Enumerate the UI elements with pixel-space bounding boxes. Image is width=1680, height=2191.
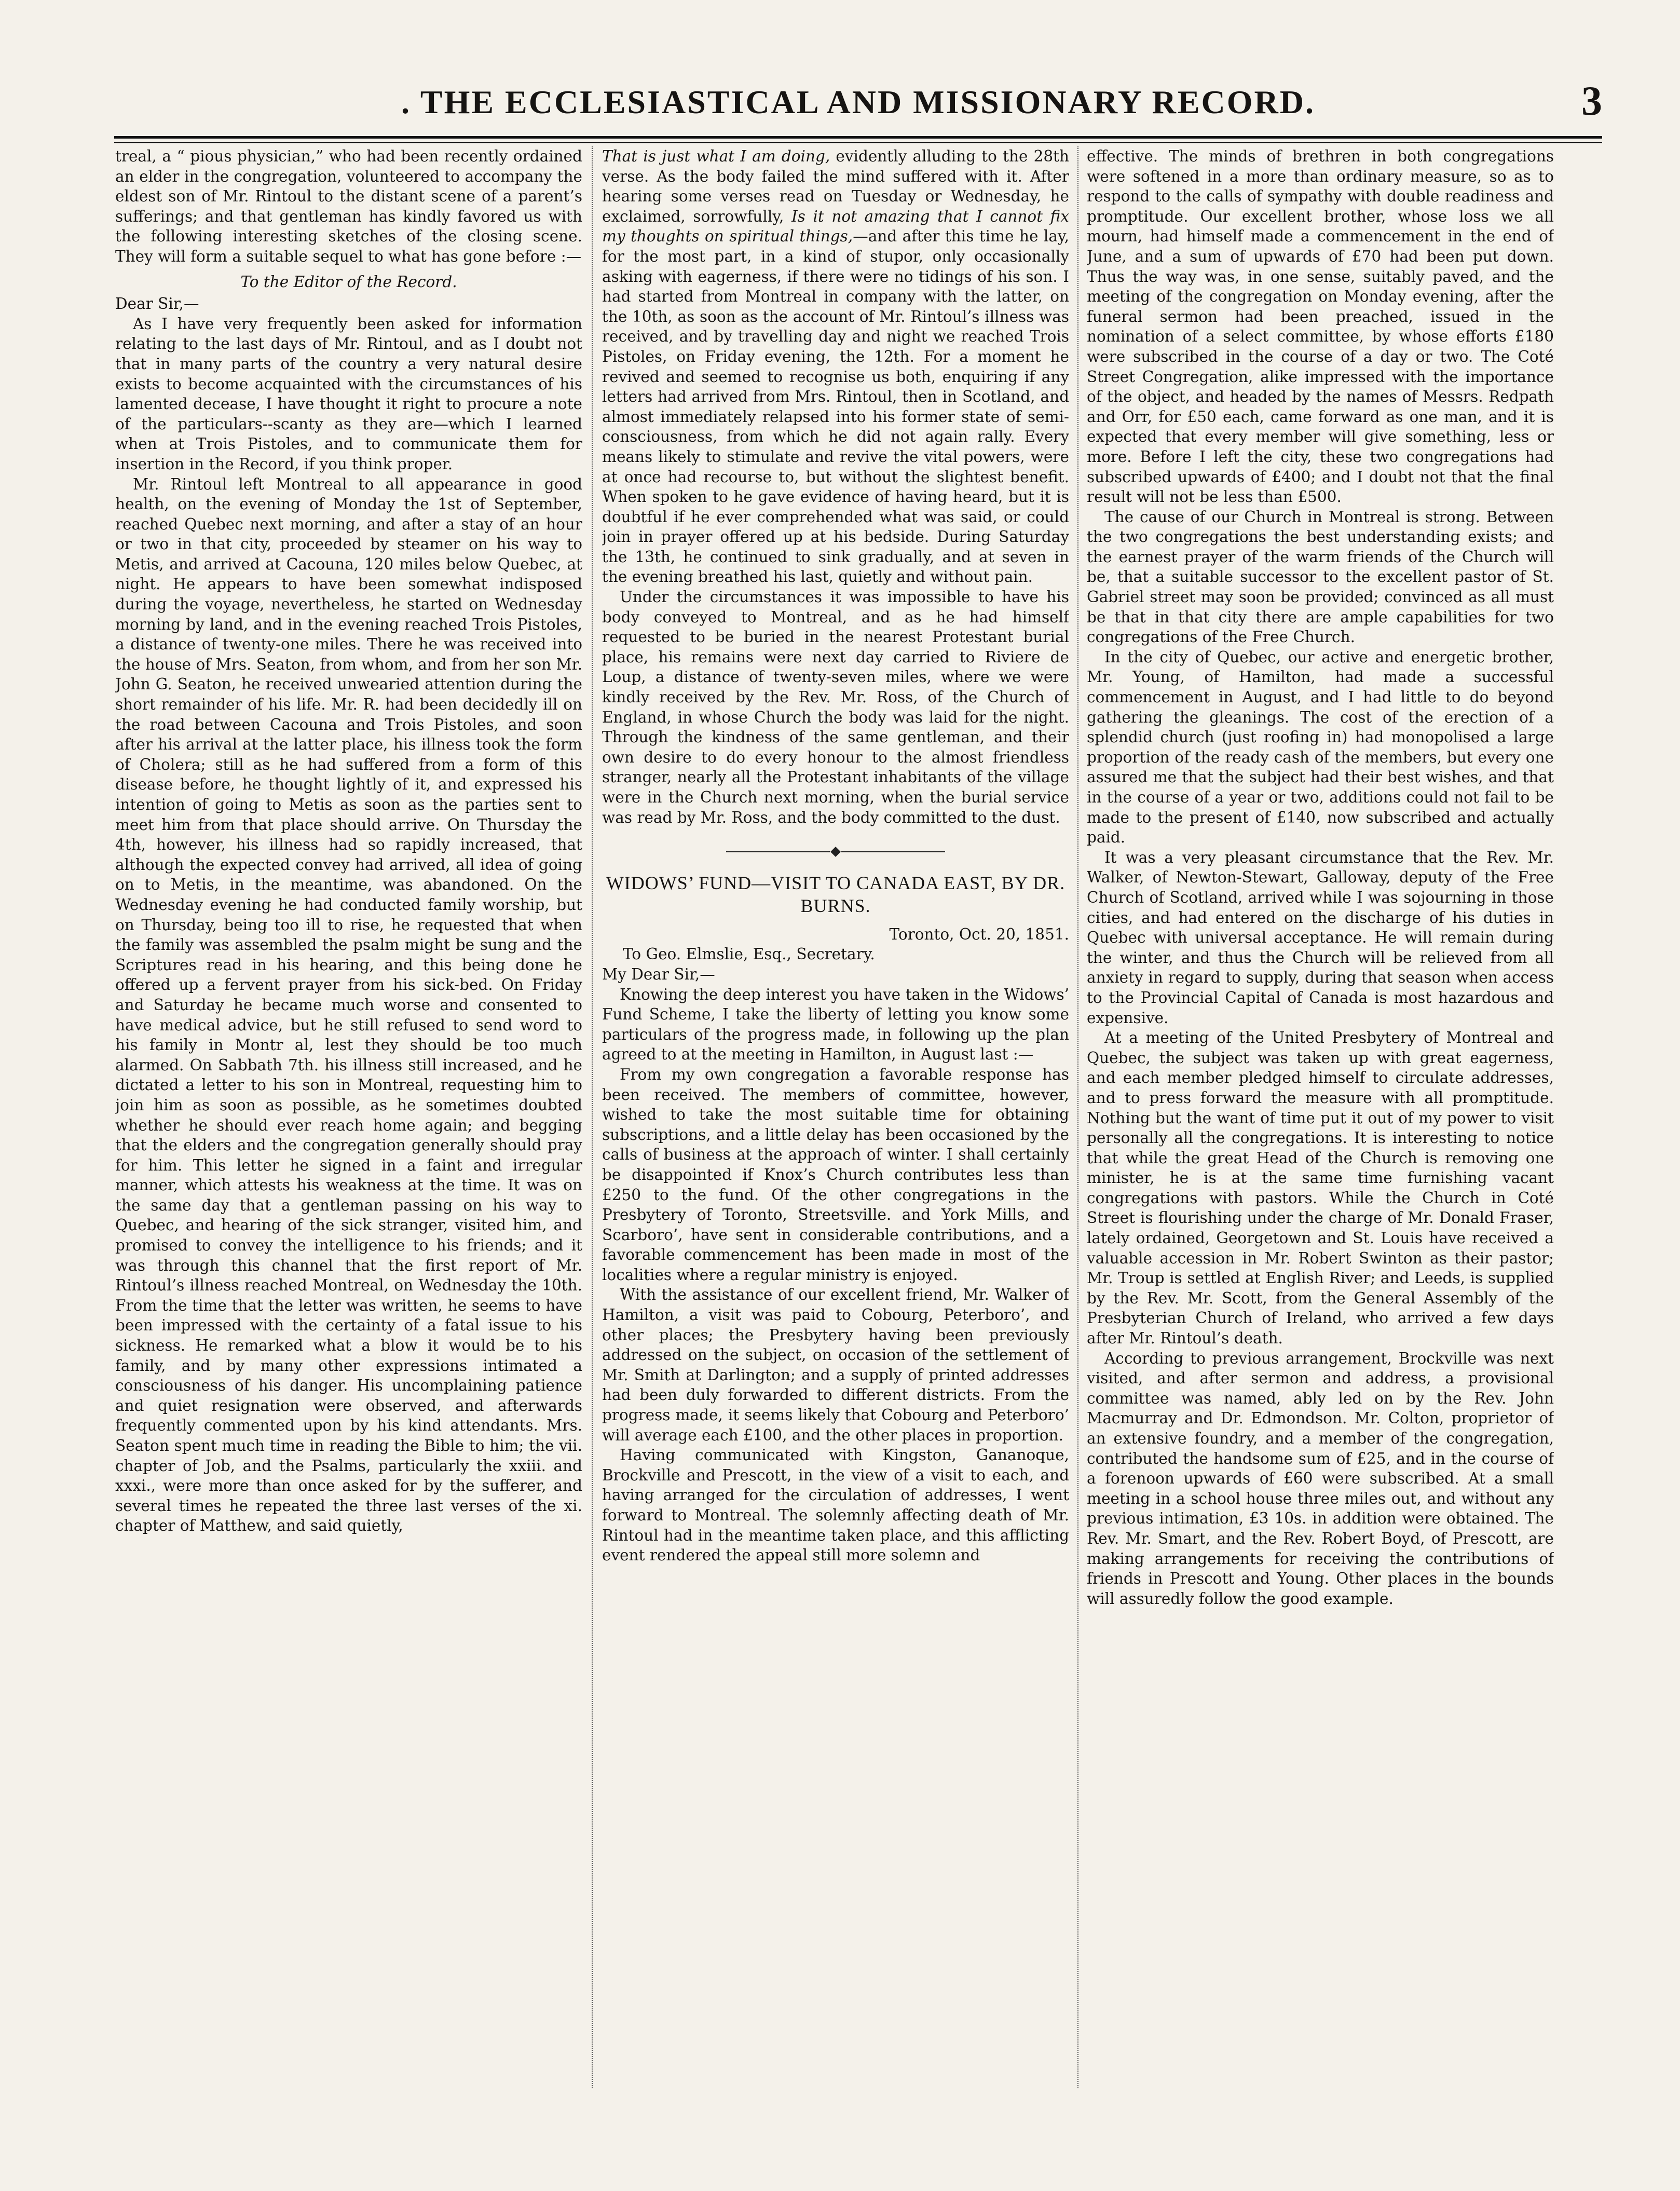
italic-quote: Is it not amazing that I cannot fix my thoughts on spiritual things, bbox=[602, 207, 1069, 246]
salutation: My Dear Sir,— bbox=[602, 965, 715, 983]
paragraph: Mr. Rintoul left Montreal to all appearance in good health, on the evening of Monday the 1st of September, reached Quebec next morning, and after a stay of an hour or two in that city, proceeded by steamer on his way to Metis, and arrived at Cacouna, 120 miles below Quebec, at night. He appears to have been somewhat indisposed during the voyage, nevertheless, he started on Wednesday morning by land, and in the evening reached Trois Pistoles, a distance of twenty-one miles. There he was received into the house of Mrs. Seaton, from whom, and from her son Mr. John G. Seaton, he received unwearied attention during the short remainder of his life. Mr. R. had been decidedly ill on the road between Cacouna and Trois Pistoles, and soon after his arrival at the latter place, his illness took the form of Cholera; still as he had suffered from a form of this disease before, he thought lightly of it, and expressed his intention of going to Metis as soon as the parties sent to meet him from that place should arrive. On Thursday the 4th, however, his illness had so rapidly increased, that although the expected convey had arrived, all idea of going on to Metis, in the meantime, was abandoned. On the Wednesday evening he had conducted family worship, but on Thursday, being too ill to rise, he requested that when the family was assembled the psalm might be sung and the Scriptures read in his hearing, and this being done he offered up a fervent prayer from his sick-bed. On Friday and Saturday he became much worse and consented to have medical advice, but he still refused to send word to his family in Montr al, lest they should be too much alarmed. On Sabbath 7th. his illness still increased, and he dictated a letter to his son in Montreal, requesting him to join him as soon as possible, as he sometimes doubted whether he should ever reach home again; and begging that the elders and the congregation generally should pray for him. This letter he signed in a faint and irregular manner, which attests his weakness at the time. It was on the same day that a gentleman passing on his way to Quebec, and hearing of the sick stranger, visited him, and promised to convey the intelligence to his friends; and it was through this channel that the first report of Mr. Rintoul’s illness reached Montreal, on Wednesday the 10th. From the time that the letter was written, he seems to have been impressed with the certainty of a fatal issue to his sickness. He remarked what a blow it would be to his family, and by many other expressions intimated a consciousness of his danger. His uncomplaining patience and quiet resignation were observed, and afterwards frequently commented upon by his kind attendants. Mrs. Seaton spent much time in reading the Bible to him; the vii. chapter of Job, and the Psalms, particularly the xxiii. and xxxi., were more than once asked for by the sufferer, and several times he repeated the three last verses of the xi. chapter of Matthew, and said quietly, bbox=[115, 475, 582, 1535]
column-divider-2 bbox=[1077, 146, 1078, 2088]
address-line: To Geo. Elmslie, Esq., Secretary. bbox=[623, 945, 875, 963]
section-divider bbox=[602, 841, 1069, 861]
text-run: —and after this time he lay, for the most part, in a kind of stupor, only occasionally asking with eagerness, if there were no tidings of his son. I had started from Montreal in company with the latter, on the 10th, as soon as the account of Mr. Rintoul’s illness was received, and by travelling day and night we reached Trois Pistoles, on Friday evening, the 12th. For a moment he revived and seemed to recognise us both, enquiring if any letters had arrived from Mrs. Rintoul, then in Scotland, and almost immediately relapsed into his former state of semi-consciousness, from which he did not again rally. Every means likely to stimulate and revive the vital powers, were at once had recourse to, but without the slightest benefit. When spoken to he gave evidence of having heard, but it is doubtful if he ever comprehended what was said, or could join in prayer offered up at his bedside. During Saturday the 13th, he continued to sink gradually, and at seven in the evening breathed his last, quietly and without pain. bbox=[602, 227, 1069, 586]
dateline: Toronto, Oct. 20, 1851. bbox=[889, 925, 1069, 943]
header-rule-thick bbox=[114, 136, 1602, 139]
paragraph: According to previous arrangement, Brockville was next visited, and after sermon and address, a provisional committee was named, ably led on by the Rev. John Macmurray and Dr. Edmondson. Mr. Colton, proprietor of an extensive foundry, and a member of the congregation, contributed the handsome sum of £25, and in the course of a forenoon upwards of £60 were subscribed. At a small meeting in a school house three miles out, and without any previous intimation, £3 10s. in addition were obtained. The Rev. Mr. Smart, and the Rev. Robert Boyd, of Prescott, are making arrangements for receiving the contributions of friends in Prescott and Young. Other places in the bounds will assuredly follow the good example. bbox=[1087, 1349, 1554, 1608]
column-3 bbox=[1087, 146, 1554, 2088]
paragraph: Having communicated with Kingston, Gananoque, Brockville and Prescott, in the view of a visit to each, and having arranged for the circulation of addresses, I went forward to Montreal. The solemnly affecting death of Mr. Rintoul had in the meantime taken place, and this afflicting event rendered the appeal still more solemn and bbox=[602, 1446, 1069, 1564]
paragraph: As I have very frequently been asked for information relating to the last days of Mr. Rintoul, and as I doubt not that in many parts of the country a very natural desire exists to become acquainted with the circumstances of his lamented decease, I have thought it right to procure a note of the particulars--scanty as they are—which I learned when at Trois Pistoles, and to communicate them for insertion in the Record, if you think proper. bbox=[115, 315, 582, 473]
column-2 bbox=[602, 146, 1069, 2088]
paragraph: Under the circumstances it was impossible to have his body conveyed to Montreal, and as he had himself requested to be buried in the nearest Protestant burial place, his remains were next day carried to Riviere de Loup, a distance of twenty-seven miles, where we were kindly received by the Rev. Mr. Ross, of the Church of England, in whose Church the body was laid for the night. Through the kindness of the same gentleman, and their own desire to do every honour to the almost friendless stranger, nearly all the Protestant inhabitants of the village were in the Church next morning, when the burial service was read by Mr. Ross, and the body committed to the dust. bbox=[602, 588, 1069, 826]
page-header bbox=[114, 78, 1602, 140]
text-run: evidently alluding to the 28th verse. As the body failed the mind suffered with it. After hearing some verses read on Tuesday or Wednesday, he exclaimed, sorrowfully, bbox=[602, 147, 1069, 225]
column-1 bbox=[115, 146, 582, 2088]
paragraph: effective. The minds of brethren in both congregations were softened in a more than ordinary measure, so as to respond to the calls of sympathy with double readiness and promptitude. Our excellent brother, whose loss we all mourn, had himself made a commencement in the end of June, and a sum of upwards of £70 had been put down. Thus the way was, in one sense, suitably paved, and the meeting of the congregation on Monday evening, after the funeral sermon had been preached, issued in the nomination of a select committee, by whose efforts £180 were subscribed in the course of a day or two. The Coté Street Congregation, alike impressed with the importance of the object, and headed by the names of Messrs. Redpath and Orr, for £50 each, came forward as one man, and it is expected that every member will give something, less or more. Before I left the city, these two congregations had subscribed upwards of £400; and I doubt not that the final result will not be less than £500. bbox=[1087, 147, 1554, 506]
paragraph: treal, a “ pious physician,” who had been recently ordained an elder in the congregation, volunteered to accompany the eldest son of Mr. Rintoul to the distant scene of a parent’s sufferings; and that gentleman has kindly favored us with the following interesting sketches of the closing scene. They will form a suitable sequel to what has gone before :— bbox=[115, 147, 582, 265]
page-number: 3 bbox=[1581, 78, 1602, 124]
header-rule-thin bbox=[114, 142, 1602, 143]
paragraph: In the city of Quebec, our active and energetic brother, Mr. Young, of Hamilton, had made a successful commencement in August, and I had little to do beyond gathering the gleanings. The cost of the erection of a splendid church (just roofing in) had monopolised a large proportion of the ready cash of the members, but every one assured me that the subject had their best wishes, and that in the course of a year or two, additions could not fail to be made to the present of £140, now subscribed and actually paid. bbox=[1087, 648, 1554, 847]
column-divider-1 bbox=[592, 146, 593, 2088]
salutation: Dear Sir,— bbox=[115, 295, 199, 313]
paragraph: At a meeting of the United Presbytery of Montreal and Quebec, the subject was taken up with great eagerness, and each member pledged himself to circulate addresses, and to press forward the measure with all promptitude. Nothing but the want of time put it out of my power to visit personally all the congregations. It is interesting to notice that while the great Head of the Church is removing one minister, he is at the same time furnishing vacant congregations with pastors. While the Church in Coté Street is flourishing under the charge of Mr. Donald Fraser, lately ordained, Georgetown and St. Louis have received a valuable accession in Mr. Robert Swinton as their pastor; Mr. Troup is settled at English River; and Leeds, is supplied by the Rev. Mr. Scott, from the General Assembly of the Presbyterian Church of Ireland, who arrived a few days after Mr. Rintoul’s death. bbox=[1087, 1029, 1554, 1348]
paragraph: From my own congregation a favorable response has been received. The members of committee, however, wished to take the most suitable time for obtaining subscriptions, and a little delay has been occasioned by the calls of business at the approach of winter. I shall certainly be disappointed if Knox’s Church contributes less than £250 to the fund. Of the other congregations in the Presbytery of Toronto, Streetsville. and York Mills, and Scarboro’, have sent in considerable contributions, and a favorable commencement has been made in most of the localities where a regular ministry is enjoyed. bbox=[602, 1065, 1069, 1284]
paragraph bbox=[602, 146, 1069, 587]
letter-heading: To the Editor of the Record. bbox=[240, 273, 457, 291]
paragraph: The cause of our Church in Montreal is strong. Between the two congregations the best understanding exists; and the earnest prayer of the warm friends of the Church will be, that a suitable successor to the excellent pastor of St. Gabriel street may soon be provided; convinced as all must be that in that city there are ample capabilities for two congregations of the Free Church. bbox=[1087, 508, 1554, 646]
running-title: . THE ECCLESIASTICAL AND MISSIONARY RECORD. bbox=[401, 84, 1315, 120]
italic-quote: That is just what I am doing, bbox=[602, 147, 830, 165]
section-heading: WIDOWS’ FUND—VISIT TO CANADA EAST, BY DR. BURNS. bbox=[606, 872, 1066, 916]
paragraph: Knowing the deep interest you have taken in the Widows’ Fund Scheme, I take the liberty of letting you know some particulars of the progress made, in following up the plan agreed to at the meeting in Hamilton, in August last :— bbox=[602, 985, 1069, 1064]
paragraph: With the assistance of our excellent friend, Mr. Walker of Hamilton, a visit was paid to Cobourg, Peterboro’, and other places; the Presbytery having been previously addressed on the subject, on occasion of the settlement of Mr. Smith at Darlington; and a supply of printed addresses had been duly forwarded to different districts. From the progress made, it seems likely that Cobourg and Peterboro’ will average each £100, and the other places in proportion. bbox=[602, 1286, 1069, 1444]
paragraph: It was a very pleasant circumstance that the Rev. Mr. Walker, of Newton-Stewart, Galloway, deputy of the Free Church of Scotland, arrived while I was sojourning in those cities, and had entered on the discharge of his duties in Quebec with universal acceptance. He will remain during the winter, and thus the Church will be relieved from all anxiety in regard to supply, during that season when access to the Provincial Capital of Canada is most hazardous and expensive. bbox=[1087, 848, 1554, 1027]
